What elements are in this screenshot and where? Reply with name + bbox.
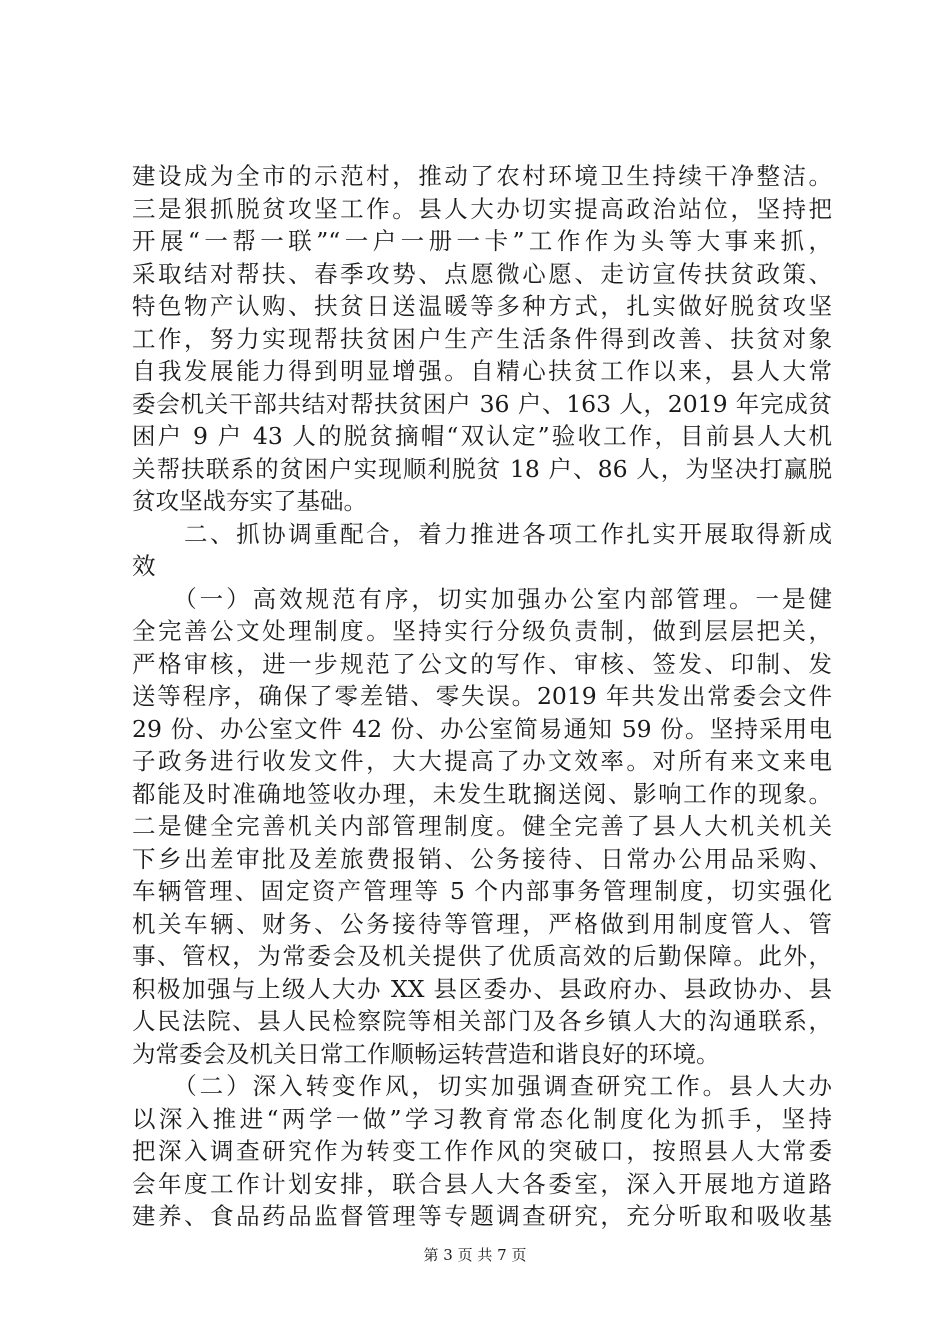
text-line: 贫攻坚战夯实了基础。 <box>132 487 367 515</box>
text-line: 车辆管理、固定资产管理等 5 个内部事务管理制度，切实强化 <box>132 877 832 905</box>
text-line: 积极加强与上级人大办 XX 县区委办、县政府办、县政协办、县 <box>132 974 832 1003</box>
page-footer: 第 3 页 共 7 页 <box>423 1246 527 1264</box>
text-line: 严格审核，进一步规范了公文的写作、审核、签发、印制、发 <box>132 649 832 678</box>
text-line: （一）高效规范有序，切实加强办公室内部管理。一是健 <box>132 584 832 613</box>
text-line: 把深入调查研究作为转变工作作风的突破口，按照县人大常委 <box>132 1137 832 1165</box>
text-line: 机关车辆、财务、公务接待等管理，严格做到用制度管人、管 <box>132 909 832 938</box>
text-line: 效 <box>132 552 156 580</box>
text-line: 建养、食品药品监督管理等专题调查研究，充分听取和吸收基 <box>132 1202 832 1230</box>
text-line: 下乡出差审批及差旅费报销、公务接待、日常办公用品采购、 <box>132 844 832 873</box>
text-line: 为常委会及机关日常工作顺畅运转营造和谐良好的环境。 <box>132 1039 720 1068</box>
text-line: 29 份、办公室文件 42 份、办公室简易通知 59 份。坚持采用电 <box>132 714 832 743</box>
text-line: 困户 9 户 43 人的脱贫摘帽“双认定”验收工作，目前县人大机 <box>132 422 832 450</box>
text-line: 事、管权，为常委会及机关提供了优质高效的后勤保障。此外， <box>132 942 832 970</box>
text-line: 特色物产认购、扶贫日送温暖等多种方式，扎实做好脱贫攻坚 <box>132 292 832 320</box>
text-line: 关帮扶联系的贫困户实现顺利脱贫 18 户、86 人，为坚决打赢脱 <box>132 454 832 483</box>
text-line: 工作，努力实现帮扶贫困户生产生活条件得到改善、扶贫对象 <box>132 324 832 353</box>
text-line: 建设成为全市的示范村，推动了农村环境卫生持续干净整洁。 <box>132 162 832 190</box>
text-line: 都能及时准确地签收办理，未发生耽搁送阅、影响工作的现象。 <box>132 779 832 808</box>
text-line: 三是狠抓脱贫攻坚工作。县人大办切实提高政治站位，坚持把 <box>132 194 832 223</box>
text-line: 会年度工作计划安排，联合县人大各委室，深入开展地方道路 <box>132 1169 832 1198</box>
text-line: （二）深入转变作风，切实加强调查研究工作。县人大办 <box>132 1072 832 1100</box>
text-line: 委会机关干部共结对帮扶贫困户 36 户、163 人，2019 年完成贫 <box>132 389 832 418</box>
body-text <box>132 160 832 1233</box>
text-line: 自我发展能力得到明显增强。自精心扶贫工作以来，县人大常 <box>132 357 832 385</box>
text-line: 二是健全完善机关内部管理制度。健全完善了县人大机关机关 <box>132 812 832 840</box>
text-line: 送等程序，确保了零差错、零失误。2019 年共发出常委会文件 <box>132 682 832 710</box>
text-line: 开展“一帮一联”“一户一册一卡”工作作为头等大事来抓， <box>132 227 832 255</box>
text-line: 人民法院、县人民检察院等相关部门及各乡镇人大的沟通联系， <box>132 1007 832 1035</box>
text-line: 以深入推进“两学一做”学习教育常态化制度化为抓手，坚持 <box>132 1104 832 1133</box>
text-line: 子政务进行收发文件，大大提高了办文效率。对所有来文来电 <box>132 747 832 775</box>
text-line: 采取结对帮扶、春季攻势、点愿微心愿、走访宣传扶贫政策、 <box>132 259 832 288</box>
text-line: 全完善公文处理制度。坚持实行分级负责制，做到层层把关， <box>132 617 832 645</box>
text-line: 二、抓协调重配合，着力推进各项工作扎实开展取得新成 <box>132 519 832 548</box>
